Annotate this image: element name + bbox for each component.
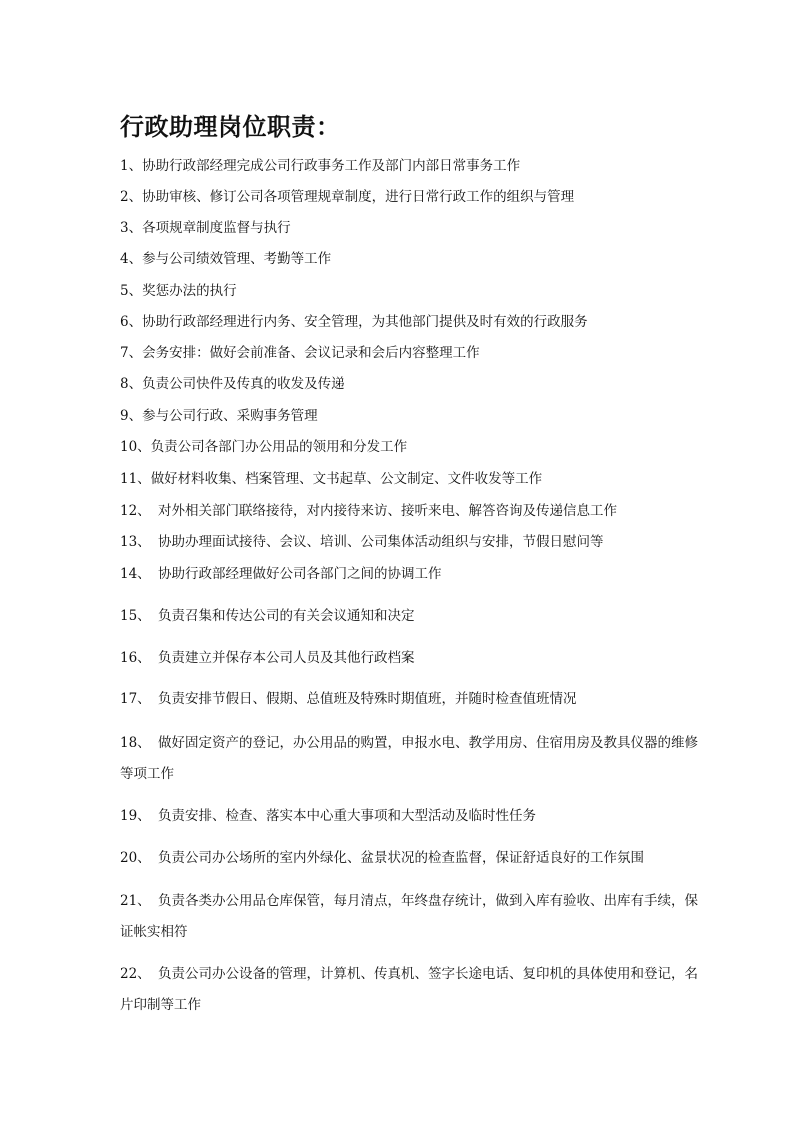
item-text: 负责公司快件及传真的收发及传递: [142, 376, 345, 392]
list-item: [120, 959, 700, 1021]
item-number: 14、: [120, 566, 151, 582]
item-number: 2、: [120, 189, 143, 205]
list-item: [120, 643, 700, 674]
list-item: [120, 559, 700, 590]
page-title: 行政助理岗位职责：: [120, 112, 341, 141]
item-number: 16、: [120, 650, 151, 666]
item-text: 对外相关部门联络接待，对内接待来访、接听来电、解答咨询及传递信息工作: [158, 503, 617, 519]
item-number: 21、: [120, 893, 151, 909]
item-text: 负责公司各部门办公用品的领用和分发工作: [150, 439, 408, 455]
list-item: [120, 728, 700, 790]
item-text: 各项规章制度监督与执行: [142, 220, 291, 236]
item-number: 20、: [120, 850, 151, 866]
item-number: 3、: [120, 220, 143, 236]
item-number: 1、: [120, 158, 143, 174]
list-item: [120, 684, 700, 715]
item-text: 负责安排节假日、假期、总值班及特殊时期值班，并随时检查值班情况: [158, 691, 577, 707]
item-number: 22、: [120, 966, 151, 982]
item-text: 负责安排、检查、落实本中心重大事项和大型活动及临时性任务: [158, 808, 536, 824]
list-item: [120, 527, 700, 558]
item-number: 19、: [120, 808, 151, 824]
list-item: [120, 801, 700, 832]
item-number: 15、: [120, 608, 151, 624]
item-text: 做好固定资产的登记，办公用品的购置，申报水电、教学用房、住宿用房及教具仪器的维修等项工作: [120, 735, 698, 782]
item-number: 12、: [120, 503, 151, 519]
item-text: 负责公司办公设备的管理，计算机、传真机、签字长途电话、复印机的具体使用和登记，名片印制等工作: [120, 966, 698, 1013]
item-text: 负责各类办公用品仓库保管，每月清点，年终盘存统计，做到入库有验收、出库有手续，保证帐实相符: [120, 893, 698, 940]
list-item: [120, 151, 700, 182]
item-number: 17、: [120, 691, 151, 707]
item-number: 11、: [120, 471, 151, 487]
list-item: [120, 496, 700, 527]
list-item: [120, 432, 700, 463]
list-item: [120, 244, 700, 275]
list-item: [120, 213, 700, 244]
list-item: [120, 369, 700, 400]
item-text: 协助行政部经理进行内务、安全管理，为其他部门提供及时有效的行政服务: [142, 314, 588, 330]
item-text: 协助行政部经理完成公司行政事务工作及部门内部日常事务工作: [142, 158, 521, 174]
list-item: [120, 401, 700, 432]
item-number: 8、: [120, 376, 143, 392]
item-number: 10、: [120, 439, 151, 455]
item-number: 7、: [120, 345, 143, 361]
item-number: 18、: [120, 735, 151, 751]
item-number: 5、: [120, 283, 143, 299]
list-item: [120, 276, 700, 307]
item-text: 协助办理面试接待、会议、培训、公司集体活动组织与安排，节假日慰问等: [158, 534, 604, 550]
item-text: 参与公司行政、采购事务管理: [142, 408, 318, 424]
item-text: 负责公司办公场所的室内外绿化、盆景状况的检查监督，保证舒适良好的工作氛围: [158, 850, 644, 866]
list-item: [120, 601, 700, 632]
item-number: 6、: [120, 314, 143, 330]
item-text: 协助审核、修订公司各项管理规章制度，进行日常行政工作的组织与管理: [142, 189, 575, 205]
list-item: [120, 182, 700, 213]
item-text: 负责建立并保存本公司人员及其他行政档案: [158, 650, 415, 666]
list-item: [120, 843, 700, 874]
item-text: 协助行政部经理做好公司各部门之间的协调工作: [158, 566, 442, 582]
item-text: 做好材料收集、档案管理、文书起草、公文制定、文件收发等工作: [150, 471, 543, 487]
list-item: [120, 307, 700, 338]
item-text: 负责召集和传达公司的有关会议通知和决定: [158, 608, 415, 624]
list-item: [120, 338, 700, 369]
item-number: 4、: [120, 251, 143, 267]
item-text: 奖惩办法的执行: [142, 283, 237, 299]
item-number: 9、: [120, 408, 143, 424]
list-item: [120, 464, 700, 495]
item-number: 13、: [120, 534, 151, 550]
item-text: 参与公司绩效管理、考勤等工作: [142, 251, 332, 267]
list-item: [120, 886, 700, 948]
item-text: 会务安排：做好会前准备、会议记录和会后内容整理工作: [142, 345, 480, 361]
